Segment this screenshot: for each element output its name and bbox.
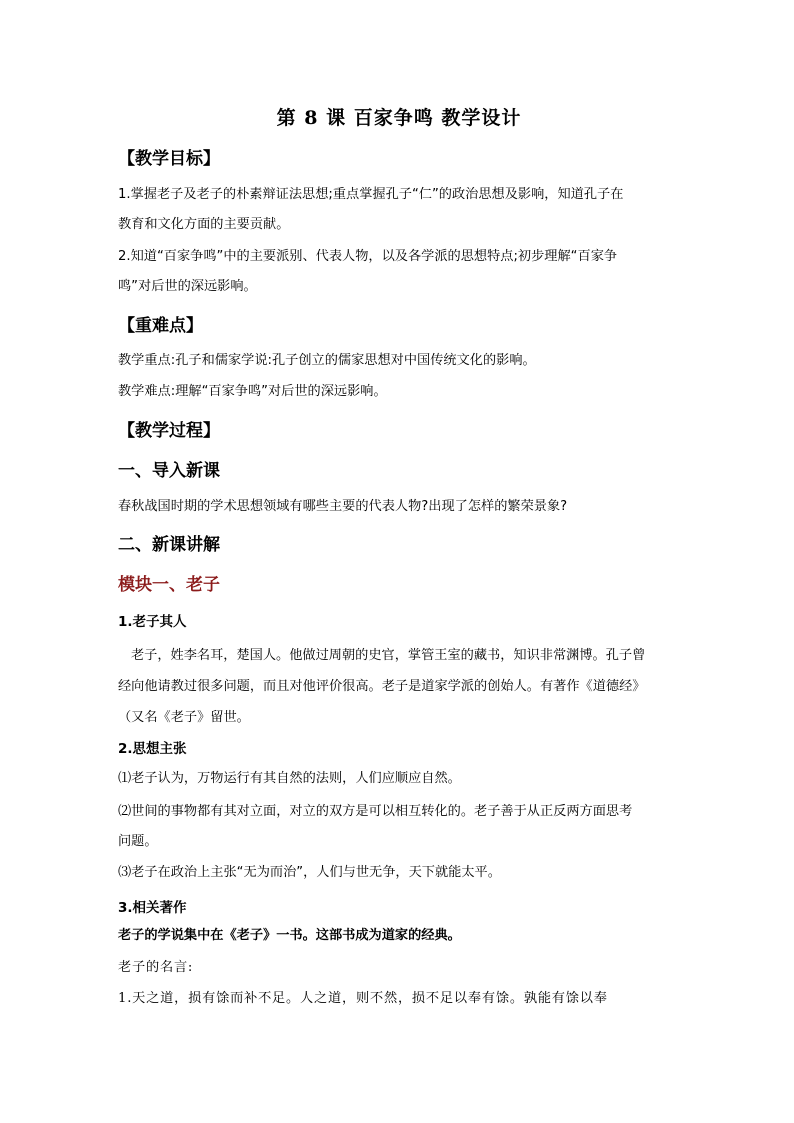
laozi-bio-line-3: （又名《老子》留世。 (118, 710, 250, 725)
thought-line-1: ⑴老子认为，万物运行有其自然的法则，人们应顺应自然。 (118, 771, 461, 786)
key-points-line-1: 教学重点:孔子和儒家学说:孔子创立的儒家思想对中国传统文化的影响。 (118, 353, 536, 368)
thought-line-2: ⑵世间的事物都有其对立面，对立的双方是可以相互转化的。老子善于从正反两方面思考 (118, 804, 633, 819)
laozi-bio-line-1: 老子，姓李名耳，楚国人。他做过周朝的史官，掌管王室的藏书，知识非常渊博。孔子曾 (131, 648, 646, 663)
thought-line-3: 问题。 (118, 834, 158, 849)
process-heading: 【教学过程】 (118, 421, 220, 441)
objectives-heading: 【教学目标】 (118, 149, 220, 169)
works-heading: 3.相关著作 (118, 900, 187, 916)
objectives-line-4: 鸣”对后世的深远影响。 (118, 279, 257, 294)
intro-line: 春秋战国时期的学术思想领域有哪些主要的代表人物?出现了怎样的繁荣景象? (118, 499, 568, 514)
page-title: 第 8 课 百家争鸣 教学设计 (276, 107, 522, 129)
key-points-heading: 【重难点】 (118, 316, 203, 336)
intro-heading: 一、导入新课 (118, 461, 220, 481)
thought-line-4: ⑶老子在政治上主张“无为而治”，人们与世无争，天下就能太平。 (118, 865, 501, 880)
laozi-bio-heading: 1.老子其人 (118, 614, 187, 630)
objectives-line-2: 教育和文化方面的主要贡献。 (118, 217, 290, 232)
quote-line-1: 1.天之道，损有馀而补不足。人之道，则不然，损不足以奉有馀。孰能有馀以奉 (118, 991, 608, 1006)
objectives-line-1: 1.掌握老子及老子的朴素辩证法思想;重点掌握孔子“仁”的政治思想及影响，知道孔子在 (118, 187, 624, 202)
lecture-heading: 二、新课讲解 (118, 535, 220, 555)
laozi-bio-line-2: 经向他请教过很多问题，而且对他评价很高。老子是道家学派的创始人。有著作《道德经》 (118, 679, 646, 694)
thought-heading: 2.思想主张 (118, 741, 187, 757)
quotes-label: 老子的名言: (118, 960, 194, 975)
module-1-heading: 模块一、老子 (118, 575, 220, 595)
objectives-line-3: 2.知道“百家争鸣”中的主要派别、代表人物，以及各学派的思想特点;初步理解“百家争 (118, 249, 618, 264)
key-points-line-2: 教学难点:理解“百家争鸣”对后世的深远影响。 (118, 384, 387, 399)
works-line: 老子的学说集中在《老子》一书。这部书成为道家的经典。 (118, 928, 461, 943)
